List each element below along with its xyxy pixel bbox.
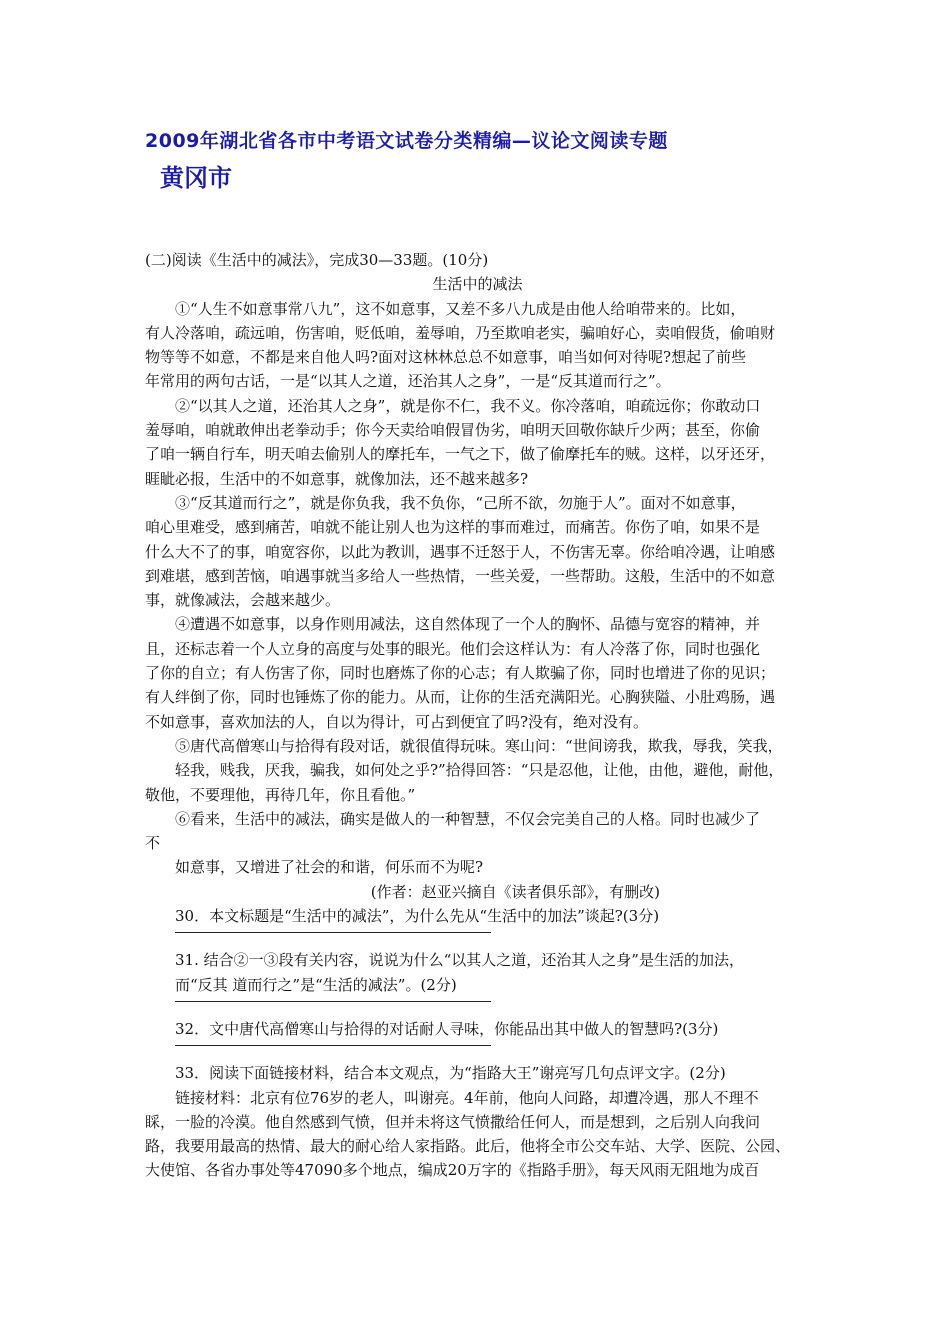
link-material-line: 路，我要用最高的热情、最大的耐心给人家指路。此后，他将全市公交车站、大学、医院、公园、 <box>145 1137 791 1156</box>
paragraph-line: ②“以其人之道，还治其人之身”，就是你不仁，我不义。你冷落咱，咱疏远你；你敢动口 <box>175 396 761 415</box>
question-30: 30．本文标题是“生活中的减法”，为什么先从“生活中的加法”谈起?(3分) <box>175 907 660 926</box>
question-33: 33．阅读下面链接材料，结合本文观点，为“指路大王”谢亮写几句点评文字。(2分) <box>175 1064 726 1083</box>
paragraph-line: 敬他，不要理他，再待几年，你且看他。” <box>145 785 416 804</box>
answer-line[interactable] <box>145 1041 810 1055</box>
paragraph-line: 咱心里难受，感到痛苦，咱就不能让别人也为这样的事而难过，而痛苦。你伤了咱，如果不是 <box>145 518 761 537</box>
paragraph-line: 什么大不了的事，咱宽容你，以此为教训，遇事不迁怒于人，不伤害无辜。你给咱冷遇，让咱感 <box>145 542 776 561</box>
link-material-line: 睬，一脸的冷漠。他自然感到气愤，但并未将这气愤撒给任何人，而是想到，之后别人向我问 <box>145 1112 761 1131</box>
paragraph-line: 到难堪，感到苦恼，咱遇事就当多给人一些热情，一些关爱，一些帮助。这般，生活中的不如意 <box>145 566 776 585</box>
document-title: 2009年湖北省各市中考语文试卷分类精编—议论文阅读专题 <box>145 130 668 152</box>
paragraph-line: 睚眦必报，生活中的不如意事，就像加法，还不越来越多? <box>145 469 529 488</box>
paragraph-line: 不如意事，喜欢加法的人，自以为得计，可占到便宜了吗?没有，绝对没有。 <box>145 712 649 731</box>
paragraph-line: 有人绊倒了你，同时也锤炼了你的能力。从而，让你的生活充满阳光。心胸狭隘、小肚鸡肠，遇 <box>145 688 776 707</box>
paragraph-line: 事，就像减法，会越来越少。 <box>145 591 341 610</box>
question-32: 32．文中唐代高僧寒山与拾得的对话耐人寻味，你能品出其中做人的智慧吗?(3分) <box>175 1019 719 1038</box>
link-material-line: 大使馆、各省办事处等47090多个地点，编成20万字的《指路手册》，每天风雨无阻地为成百 <box>145 1161 760 1180</box>
article-source: (作者：赵亚兴摘自《读者俱乐部》，有删改) <box>370 882 660 901</box>
paragraph-line: 物等等不如意，不都是来自他人吗?面对这林林总总不如意事，咱当如何对待呢?想起了前些 <box>145 348 747 367</box>
paragraph-line: 年常用的两句古话，一是“以其人之道，还治其人之身”，一是“反其道而行之”。 <box>145 372 671 391</box>
answer-line[interactable] <box>145 928 810 942</box>
link-material-line: 链接材料：北京有位76岁的老人，叫谢亮。4年前，他向人问路，却遭冷遇，那人不理不 <box>175 1088 759 1107</box>
paragraph-line: 羞辱咱，咱就敢伸出老拳动手；你今天卖给咱假冒伪劣，咱明天回敬你缺斤少两；甚至，你偷 <box>145 421 761 440</box>
question-31-cont: 而“反其 道而行之”是“生活的减法”。(2分) <box>175 975 457 994</box>
answer-line[interactable] <box>145 997 810 1011</box>
paragraph-line: 如意事，又增进了社会的和谐，何乐而不为呢? <box>175 858 484 877</box>
paragraph-line: ③“反其道而行之”，就是你负我，我不负你，“己所不欲，勿施于人”。面对不如意事， <box>175 493 746 512</box>
paragraph-line: 且，还标志着一个人立身的高度与处事的眼光。他们会这样认为：有人冷落了你，同时也强化 <box>145 639 761 658</box>
paragraph-line: 不 <box>145 834 161 853</box>
paragraph-line: 了咱一辆自行车，明天咱去偷别人的摩托车，一气之下，做了偷摩托车的贼。这样，以牙还牙， <box>145 445 776 464</box>
city-heading: 黄冈市 <box>160 164 232 192</box>
paragraph-line: ④遭遇不如意事，以身作则用减法，这自然体现了一个人的胸怀、品德与宽容的精神，并 <box>175 615 761 634</box>
paragraph-line: ①“人生不如意事常八九”，这不如意事，又差不多八九成是由他人给咱带来的。比如， <box>175 299 746 318</box>
article-title: 生活中的减法 <box>432 275 523 294</box>
reading-section <box>145 248 810 1183</box>
paragraph-line: ⑥看来，生活中的减法，确实是做人的一种智慧，不仅会完美自己的人格。同时也减少了 <box>175 809 761 828</box>
question-31: 31. 结合②一③段有关内容，说说为什么“以其人之道，还治其人之身”是生活的加法， <box>175 951 744 970</box>
paragraph-line: 轻我，贱我，厌我，骗我，如何处之乎?”拾得回答：“只是忍他，让他，由他，避他，耐他， <box>175 761 784 780</box>
paragraph-line: 有人冷落咱，疏远咱，伤害咱，贬低咱，羞辱咱，乃至欺咱老实，骗咱好心，卖咱假货，偷咱财 <box>145 323 776 342</box>
paragraph-line: ⑤唐代高僧寒山与拾得有段对话，就很值得玩味。寒山问：“世间谤我，欺我，辱我，笑我， <box>175 736 783 755</box>
section-intro: (二)阅读《生活中的减法》，完成30—33题。(10分) <box>145 251 489 269</box>
paragraph-line: 了你的自立；有人伤害了你，同时也磨炼了你的心志；有人欺骗了你，同时也增进了你的见识； <box>145 664 776 683</box>
